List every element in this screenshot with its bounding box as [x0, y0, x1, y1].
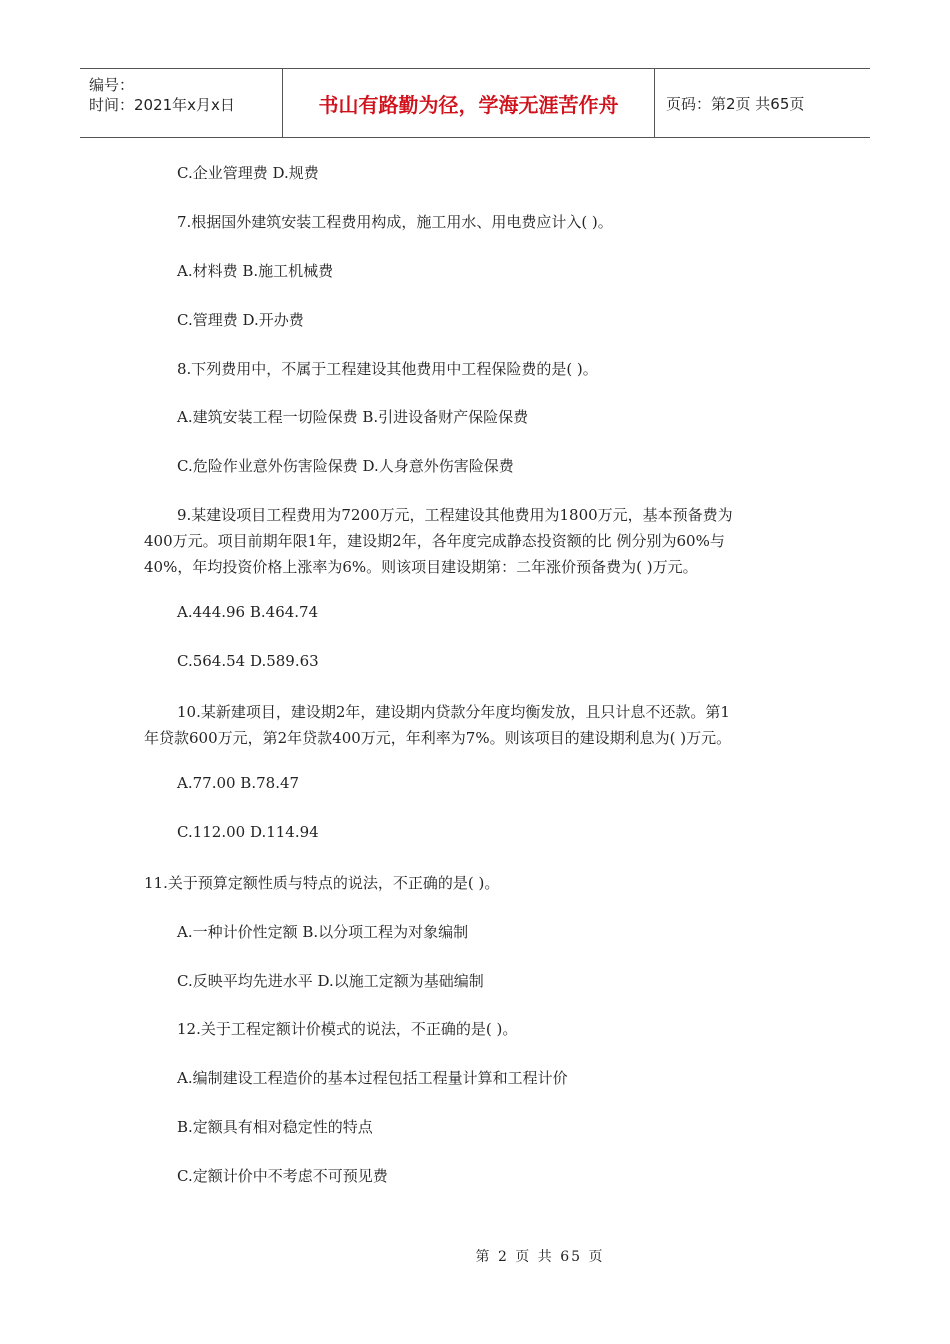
- header-motto: 书山有路勤为径，学海无涯苦作舟: [283, 69, 655, 137]
- page-header: [80, 68, 870, 138]
- option-line: A.建筑安装工程一切险保费 B.引进设备财产保险保费: [177, 408, 529, 426]
- option-line: A.编制建设工程造价的基本过程包括工程量计算和工程计价: [177, 1069, 568, 1087]
- option-line: A.77.00 B.78.47: [177, 774, 300, 792]
- header-page-info: 页码：第2页 共65页: [666, 94, 805, 113]
- option-line: C.564.54 D.589.63: [177, 652, 319, 670]
- option-line: C.定额计价中不考虑不可预见费: [177, 1167, 388, 1185]
- question-stem-continued: 40%，年均投资价格上涨率为6%。则该项目建设期第：二年涨价预备费为( )万元。: [144, 558, 698, 576]
- question-stem: 9.某建设项目工程费用为7200万元，工程建设其他费用为1800万元，基本预备费为: [177, 506, 733, 524]
- option-line: A.444.96 B.464.74: [177, 603, 319, 621]
- option-line: B.定额具有相对稳定性的特点: [177, 1118, 373, 1136]
- document-number-label: 编号：: [89, 76, 135, 94]
- question-stem: 7.根据国外建筑安装工程费用构成，施工用水、用电费应计入( )。: [177, 213, 613, 231]
- option-line: C.危险作业意外伤害险保费 D.人身意外伤害险保费: [177, 457, 514, 475]
- question-stem-continued: 400万元。项目前期年限1年，建设期2年，各年度完成静态投资额的比 例分别为60%与: [144, 532, 725, 550]
- option-line: C.反映平均先进水平 D.以施工定额为基础编制: [177, 972, 484, 990]
- option-line: C.企业管理费 D.规费: [177, 164, 319, 182]
- page-footer: 第 2 页 共 65 页: [475, 1249, 605, 1265]
- question-stem: 10.某新建项目，建设期2年，建设期内贷款分年度均衡发放，且只计息不还款。第1: [177, 703, 730, 721]
- question-stem-continued: 年贷款600万元，第2年贷款400万元，年利率为7%。则该项目的建设期利息为( )万元。: [144, 729, 732, 747]
- option-line: A.一种计价性定额 B.以分项工程为对象编制: [177, 923, 469, 941]
- option-line: C.管理费 D.开办费: [177, 311, 304, 329]
- question-stem: 12.关于工程定额计价模式的说法，不正确的是( )。: [177, 1020, 518, 1038]
- option-line: C.112.00 D.114.94: [177, 823, 319, 841]
- question-stem: 8.下列费用中，不属于工程建设其他费用中工程保险费的是( )。: [177, 360, 598, 378]
- question-stem: 11.关于预算定额性质与特点的说法，不正确的是( )。: [144, 874, 500, 892]
- header-meta-cell: [80, 69, 283, 137]
- document-time-label: 时间：2021年x月x日: [89, 96, 235, 114]
- option-line: A.材料费 B.施工机械费: [177, 262, 334, 280]
